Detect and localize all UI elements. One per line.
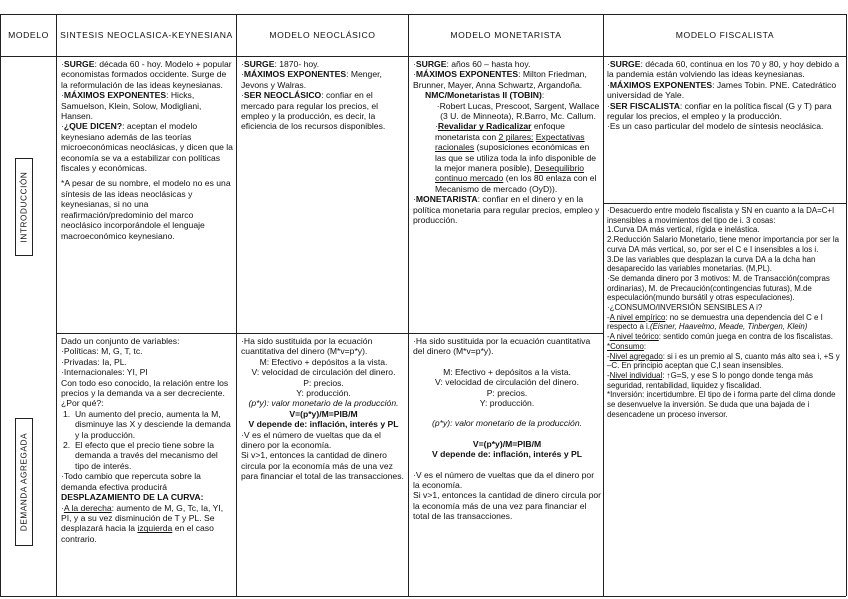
demanda-fiscalista-motivos: ·Se demanda dinero por 3 motivos: M. de Transacción(compras ordinarias), M. de Precaución(contingencias futuras), M.de especulación(mundo bursátil y otras especulaciones). <box>607 273 830 303</box>
intro-sintesis-note: *A pesar de su nombre, el modelo no es una síntesis de las ideas neoclásicas y keynesianas, si no una reafirmación/predominio del marco neoclásico incorporándole el lenguaje macroeconómico keynesiano. <box>61 178 231 241</box>
demanda-fiscalista-consumo-title: ·¿CONSUMO/INVERSIÓN SENSIBLES A i? <box>607 303 763 313</box>
demanda-neoclasico-py: (p*y): valor monetario de la producción. <box>248 398 399 409</box>
demanda-neoclasico-cell <box>241 336 406 594</box>
row-label-introduccion-text: INTRODUCCIÓN <box>19 171 29 243</box>
demanda-fiscalista-item-3: 3.De las variables que desplazan la curva DA a la dcha han desaparecido las variables monetarias. (M,PL). <box>607 254 816 274</box>
demanda-neoclasico-m: M: Efectivo + depósitos a la vista. <box>259 356 388 367</box>
demanda-sintesis-line-2: ·Privadas: Ia, PL. <box>61 356 127 367</box>
intro-monetarista-surge: ·SURGE: años 60 – hasta hoy. <box>413 59 531 69</box>
intro-monetarista-revalidar: ·Revalidar y Radicalizar enfoque monetarista con 2 pilares: Expectativas racionales (suposiciones económicas en las que se utiliza toda la info disponible de la mejor manera posible), Desequilibrio continuo mercado (en los 80 enlaza con el Mecanismo de mercado (OyD)). <box>435 121 597 194</box>
demanda-fiscalista-cell <box>607 206 845 595</box>
demanda-fiscalista-desacuerdo: ·Desacuerdo entre modelo fiscalista y SN en cuanto a la DA=C+I insensibles a movimientos del tipo de i. 3 cosas: <box>607 206 835 225</box>
intro-sintesis-surge: ·SURGE: década 60 - hoy. Modelo + popular economistas formados occidente. Surge de la reformulación de las ideas keynesianas. <box>61 59 232 90</box>
demanda-monetarista-py: (p*y): valor monetario de la producción. <box>432 418 582 429</box>
header-sintesis: SINTESIS NEOCLASICA-KEYNESIANA <box>60 30 233 40</box>
demanda-monetarista-y: Y: producción. <box>479 398 535 409</box>
demanda-monetarista-equation: V=(p*y)/M=PIB/M <box>472 438 542 449</box>
header-neoclasico: MODELO NEOCLÁSICO <box>269 30 376 40</box>
demanda-fiscalista-item-2: 2.Reducción Salario Monetario, tiene menor importancia por ser la curva DA más vertical, so, por ser el C e I insensibles a los i. <box>607 235 840 254</box>
intro-fiscalista-surge: ·SURGE: década 60, continua en los 70 y 80, y hoy debido a la pandemia están volviendo las ideas keynesianas. <box>607 59 840 80</box>
intro-monetarista-nmc: NMC/Monetaristas II (TOBIN): <box>425 90 545 101</box>
row-divider-fiscalista <box>603 203 846 204</box>
intro-monetarista-cell <box>413 59 601 331</box>
intro-neoclasico-ser: ·SER NEOCLÁSICO: confiar en el mercado para regular los precios, el empleo y la producción, es decir, la eficiencia de los recursos disponibles. <box>241 90 386 132</box>
col-border-1 <box>56 14 57 596</box>
row-label-demanda <box>15 418 33 546</box>
demanda-fiscalista-teorico: -A nivel teórico: sentido común juega en contra de los fiscalistas. <box>607 332 833 342</box>
col-border-3 <box>408 14 409 596</box>
demanda-sintesis-derecha: ·A la derecha: aumento de M, G, Tc, Ia, YI, PI, y a su vez disminución de T y PL. Se desplazará hacia la izquierda en el caso contrario. <box>61 502 224 544</box>
demanda-sintesis-cell <box>61 336 234 594</box>
demanda-monetarista-depende: V depende de: inflación, interés y PL <box>432 449 582 460</box>
demanda-fiscalista-agregado: -Nivel agregado: si i es un premio al S, cuanto más alto sea i, +S y –C. En principio aceptan que C,I sean insensibles. <box>607 351 840 371</box>
demanda-sintesis-cambio: ·Todo cambio que repercuta sobre la demanda efectiva producirá <box>61 471 201 492</box>
col-border-4 <box>603 14 604 596</box>
demanda-monetarista-vgt: Si v>1, entonces la cantidad de dinero circula por la economía más de una vez para financiar el total de las transacciones. <box>413 490 601 522</box>
demanda-neoclasico-vnote: ·V es el número de vueltas que da el dinero por la economía. <box>241 429 381 451</box>
demanda-sintesis-line-0: Dado un conjunto de variables: <box>61 336 180 346</box>
demanda-sintesis-line-3: ·Internacionales: YI, PI <box>61 367 148 378</box>
demanda-neoclasico-y: Y: producción. <box>296 388 351 399</box>
demanda-sintesis-desplazamiento: DESPLAZAMIENTO DE LA CURVA: <box>61 492 204 503</box>
intro-sintesis-cell <box>61 59 234 331</box>
demanda-fiscalista-item-1: 1.Curva DA más vertical, rígida e inelástica. <box>607 225 760 235</box>
intro-monetarista-maximos: ·MÁXIMOS EXPONENTES: Milton Friedman, Brunner, Mayer, Anna Schwartz, Argandoña. <box>413 69 587 90</box>
intro-sintesis-maximos: ·MÁXIMOS EXPONENTES: Hicks, Samuelson, Klein, Solow, Modigliani, Hansen. <box>61 90 202 122</box>
header-monetarista: MODELO MONETARISTA <box>450 30 562 40</box>
intro-neoclasico-maximos: ·MÁXIMOS EXPONENTES: Menger, Jevons y Walras. <box>241 69 382 90</box>
col-border-5 <box>846 14 847 596</box>
intro-neoclasico-cell <box>241 59 406 331</box>
demanda-monetarista-v: V: velocidad de circulación del dinero. <box>435 377 579 388</box>
intro-fiscalista-ser: ·SER FISCALISTA: confiar en la política fiscal (G y T) para regular los precios, el empleo y la producción. <box>607 100 832 122</box>
header-fiscalista: MODELO FISCALISTA <box>675 30 775 40</box>
intro-sintesis-dicen: ·¿QUE DICEN?: aceptan el modelo keynesiano además de las teorías microeconómicas neoclásicas, y dicen que la economía se va a estabilizar con políticas fiscales y económicas. <box>61 121 233 174</box>
demanda-neoclasico-equation: V=(p*y)/M=PIB/M <box>289 408 358 419</box>
demanda-monetarista-cell <box>413 336 601 594</box>
intro-fiscalista-maximos: ·MÁXIMOS EXPONENTES: James Tobin. PNE. Catedrático universidad de Yale. <box>607 79 837 101</box>
demanda-fiscalista-consumo: *Consumo: <box>607 341 647 351</box>
intro-monetarista-ser: ·MONETARISTA: confiar en el dinero y en la política monetaria para regular precios, empleo y producción. <box>413 194 600 226</box>
demanda-monetarista-p: P: precios. <box>486 387 528 398</box>
col-border-2 <box>236 14 237 596</box>
table-bottom-border <box>0 596 846 597</box>
demanda-monetarista-m: M: Efectivo + depósitos a la vista. <box>443 366 571 377</box>
demanda-monetarista-vnote: ·V es el número de vueltas que da el dinero por la economía. <box>413 469 595 491</box>
header-modelo: MODELO <box>8 30 49 40</box>
demanda-neoclasico-intro: ·Ha sido sustituida por la ecuación cuantitativa del dinero (M*v=p*y). <box>241 336 373 357</box>
demanda-neoclasico-vgt: Si v>1, entonces la cantidad de dinero circula por la economía más de una vez para financiar el total de las transacciones. <box>241 450 404 482</box>
demanda-neoclasico-depende: V depende de: inflación, interés y PL <box>248 419 399 430</box>
demanda-sintesis-item-2: 2. El efecto que el precio tiene sobre la demanda a través del mecanismo del tipo de interés. <box>63 440 218 471</box>
row-label-demanda-text: DEMANDA AGREGADA <box>19 432 29 532</box>
demanda-monetarista-intro: ·Ha sido sustituida por la ecuación cuantitativa del dinero (M*v=p*y). <box>413 336 591 357</box>
demanda-neoclasico-v: V: velocidad de circulación del dinero. <box>251 367 396 378</box>
col-border-0 <box>0 14 1 596</box>
demanda-neoclasico-p: P: precios. <box>303 377 344 388</box>
demanda-fiscalista-individual: -Nivel individual: ↑G=S, y ese S lo pongo donde tenga más seguridad, rentabilidad, liquidez y fiscalidad. <box>607 370 813 390</box>
intro-monetarista-nmc-names: ·Robert Lucas, Prescoot, Sargent, Wallace (3 U. de Minneota), R.Barro, Mc. Callum. <box>436 100 600 122</box>
row-divider-left <box>56 333 604 334</box>
intro-neoclasico-surge: ·SURGE: 1870- hoy. <box>241 59 320 69</box>
demanda-sintesis-line-4: Con todo eso conocido, la relación entre los precios y la demanda va a ser decreciente. ¿Por qué?: <box>61 377 229 409</box>
demanda-sintesis-item-1: 1. Un aumento del precio, aumenta la M, disminuye las X y desciende la demanda y la producción. <box>63 408 231 440</box>
row-label-introduccion <box>15 158 33 256</box>
demanda-sintesis-line-1: ·Políticas: M, G, T, tc. <box>61 346 143 357</box>
intro-fiscalista-cell <box>607 59 844 201</box>
intro-fiscalista-caso: ·Es un caso particular del modelo de síntesis neoclásica. <box>607 121 824 132</box>
demanda-fiscalista-inversion: *Inversión: incertidumbre. El tipo de i forma parte del clima donde se desenvuelve la inversión. Se duda que una bajada de i desencadene un proceso inversor. <box>607 390 836 419</box>
header-bottom-border <box>0 56 846 57</box>
demanda-fiscalista-empirico: -A nivel empírico: no se demuestra una dependencia del C e I respecto a i.(Eisner, Haavelmo, Meade, Tinbergen, Klein) <box>607 312 823 332</box>
